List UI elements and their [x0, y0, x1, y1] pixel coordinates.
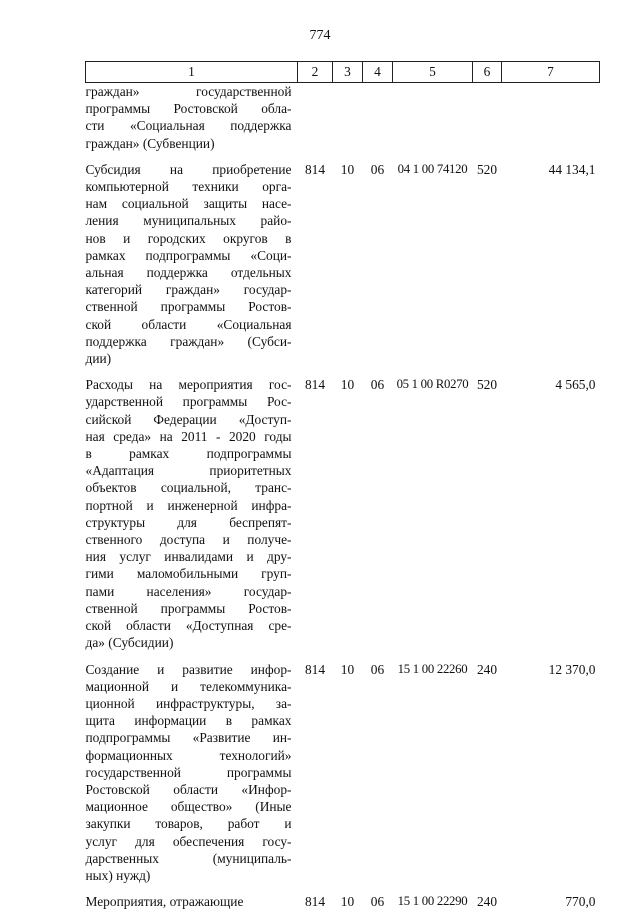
cell-amount: 770,0 — [565, 894, 596, 910]
cell-desc — [86, 661, 298, 894]
table-row — [86, 161, 600, 376]
description-line: ской области «Социальная — [85, 316, 292, 332]
description-line: сийской Федерации «Доступ- — [85, 411, 292, 427]
description-line: Расходы на мероприятия гос- — [85, 377, 292, 393]
cell-amount: 4 565,0 — [555, 377, 596, 393]
description-line: ных) нужд) — [85, 867, 151, 883]
description-line: да» (Субсидии) — [85, 635, 174, 651]
description-line: закупки товаров, работ и — [85, 816, 292, 832]
description-line: альная поддержка отдельных — [85, 265, 292, 281]
description-line: объектов социальной, транс- — [85, 480, 292, 496]
page-number: 774 — [309, 28, 331, 43]
cell-subsection: 06 — [370, 377, 385, 393]
budget-table — [85, 61, 600, 919]
cell-subsection — [363, 83, 393, 161]
table-row — [86, 893, 600, 919]
cell-expense-type — [473, 83, 502, 161]
cell-gov-code: 814 — [304, 894, 326, 910]
cell-target-article: 15 1 00 22260 — [397, 661, 468, 676]
cell-section: 10 — [340, 661, 355, 677]
description-line: программы Ростовской обла- — [85, 101, 292, 117]
cell-section: 10 — [340, 894, 355, 910]
description-line: Ростовской области «Инфор- — [85, 781, 292, 797]
cell-expense-type: 520 — [476, 161, 498, 177]
description-line: ления муниципальных райо- — [85, 213, 292, 229]
header-col-2: 2 — [298, 62, 333, 83]
header-col-5: 5 — [393, 62, 473, 83]
description-line: «Адаптация приоритетных — [85, 463, 292, 479]
description-line: услуг для обеспечения госу- — [85, 833, 292, 849]
cell-gov-code — [298, 83, 333, 161]
description-line: государственной программы — [85, 764, 292, 780]
cell-subsection: 06 — [370, 894, 385, 910]
description-line: ния услуг инвалидами и дру- — [85, 549, 292, 565]
cell-gov-code: 814 — [304, 161, 326, 177]
description-line: в рамках подпрограммы — [85, 446, 292, 462]
description-line: ударственной программы Рос- — [85, 394, 292, 410]
description-line: Мероприятия, отражающие — [85, 894, 244, 910]
description-line: подпрограммы «Развитие ин- — [85, 730, 292, 746]
cell-desc — [86, 376, 298, 660]
cell-desc — [86, 893, 298, 919]
table-row — [86, 661, 600, 894]
cell-subsection: 06 — [370, 661, 385, 677]
description-line: граждан» (Субвенции) — [85, 135, 215, 151]
cell-expense-type: 520 — [476, 377, 498, 393]
table-row — [86, 376, 600, 660]
header-col-7: 7 — [502, 62, 600, 83]
description-line: поддержка граждан» (Субси- — [85, 333, 292, 349]
description-line: Создание и развитие инфор- — [85, 661, 292, 677]
description-line: граждан» государственной — [85, 84, 292, 99]
description-line: ственного доступа и получе- — [85, 532, 292, 548]
header-row — [86, 62, 600, 83]
description-line: категорий граждан» государ- — [85, 282, 292, 298]
description-line: рамках подпрограммы «Соци- — [85, 247, 292, 263]
description-line: дии) — [85, 351, 112, 367]
description-line: компьютерной техники орга- — [85, 179, 292, 195]
description-line: гими маломобильными груп- — [85, 566, 292, 582]
description-line: пами населения» государ- — [85, 583, 292, 599]
description-line: сти «Социальная поддержка — [85, 118, 292, 134]
description-line: нов и городских округов в — [85, 230, 292, 246]
description-line: портной и инженерной инфра- — [85, 497, 292, 513]
header-col-4: 4 — [363, 62, 393, 83]
description-line: щита информации в рамках — [85, 713, 292, 729]
header-col-1: 1 — [86, 62, 298, 83]
header-col-6: 6 — [473, 62, 502, 83]
description-line: нам социальной защиты насе- — [85, 196, 292, 212]
cell-expense-type: 240 — [476, 894, 498, 910]
cell-target-article: 04 1 00 74120 — [397, 161, 468, 176]
cell-amount: 12 370,0 — [548, 661, 596, 677]
description-line: Субсидия на приобретение — [85, 161, 292, 177]
header-col-3: 3 — [333, 62, 363, 83]
description-line: ционной инфраструктуры, за- — [85, 695, 292, 711]
description-line: формационных технологий» — [85, 747, 292, 763]
cell-expense-type: 240 — [476, 661, 498, 677]
cell-amount — [502, 83, 600, 161]
cell-gov-code: 814 — [304, 661, 326, 677]
cell-target-article: 15 1 00 22290 — [397, 894, 468, 909]
cell-section: 10 — [340, 161, 355, 177]
description-line: ная среда» на 2011 - 2020 годы — [85, 428, 292, 444]
cell-gov-code: 814 — [304, 377, 326, 393]
cell-subsection: 06 — [370, 161, 385, 177]
cell-desc — [86, 161, 298, 376]
description-line: структуры для беспрепят- — [85, 514, 292, 530]
description-line: мационное общество» (Иные — [85, 799, 292, 815]
description-line: ственной программы Ростов- — [85, 299, 292, 315]
cell-section — [333, 83, 363, 161]
cell-section: 10 — [340, 377, 355, 393]
description-line: ской области «Доступная сре- — [85, 618, 292, 634]
cell-target-article — [393, 83, 473, 161]
description-line: дарственных (муниципаль- — [85, 850, 292, 866]
description-line: мационной и телекоммуника- — [85, 678, 292, 694]
cell-target-article: 05 1 00 R0270 — [396, 377, 469, 392]
cell-amount: 44 134,1 — [548, 161, 596, 177]
table-row — [86, 83, 600, 161]
cell-desc — [86, 83, 298, 161]
description-line: ственной программы Ростов- — [85, 600, 292, 616]
